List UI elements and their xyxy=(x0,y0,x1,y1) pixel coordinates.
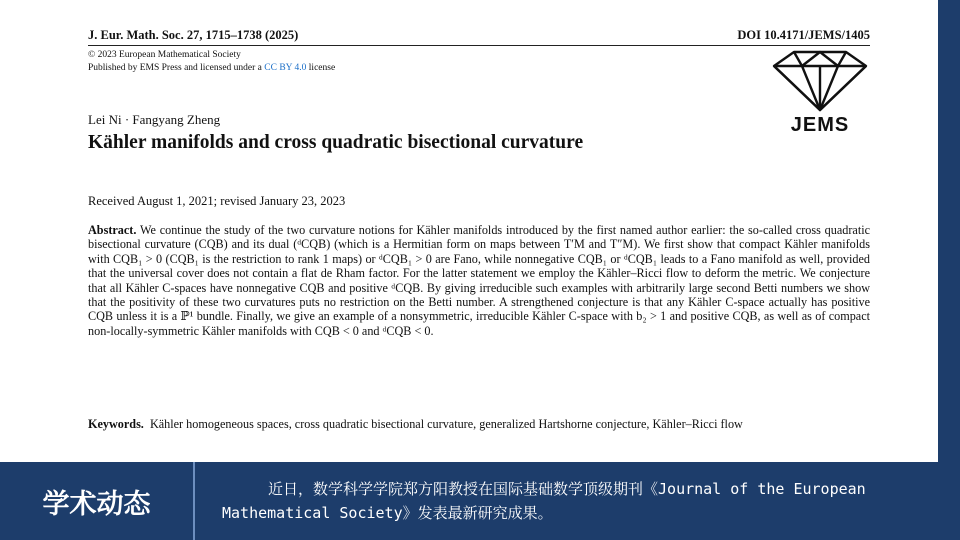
license-suffix: license xyxy=(306,63,336,73)
received-dates: Received August 1, 2021; revised January 23, 2023 xyxy=(88,194,346,208)
abstract-text: We continue the study of the two curvature notions for Kähler manifolds introduced by the first named author earlier: the so-called cross quadratic bisectional curvature (CQB) and its dual (ᵈCQB) (which is a Hermitian form on maps between T′M and T″M). We first show that compact Kähler manifolds with CQB₁ > 0 (CQB₁ is the restriction to rank 1 maps) or ᵈCQB₁ > 0 are Fano, while nonnegative CQB₁ or ᵈCQB₁ leads to a Fano manifold as well, provided that the universal cover does not contain a flat de Rham factor. For the latter statement we employ the Kähler–Ricci flow to deform the metric. We conjecture that all Kähler C-spaces have nonnegative CQB and positive ᵈCQB. By giving irreducible such examples with arbitrarily large second Betti numbers we show that the positivity of these two curvatures puts no restriction on the Betti number. A strengthened conjecture is that any Kähler C-space actually has positive CQB unless it is a ℙ¹ bundle. Finally, we give an example of a nonsymmetric, irreducible Kähler C-space with b₂ > 1 and positive CQB, as well as of compact non-locally-symmetric Kähler manifolds with CQB < 0 and ᵈCQB < 0. xyxy=(88,223,871,338)
paper-page xyxy=(88,28,870,460)
jems-logo xyxy=(770,50,870,140)
keywords-label: Keywords. xyxy=(88,417,144,431)
abstract xyxy=(88,223,870,338)
keywords-text: Kähler homogeneous spaces, cross quadratic bisectional curvature, generalized Hartshorne conjecture, Kähler–Ricci flow xyxy=(149,417,743,431)
doi-label: DOI 10.4171/JEMS/1405 xyxy=(737,28,870,42)
diamond-logo-icon xyxy=(770,50,870,112)
banner-text xyxy=(222,477,922,525)
right-accent-bar xyxy=(938,0,960,462)
license-link[interactable]: CC BY 4.0 xyxy=(264,63,307,73)
keywords xyxy=(88,417,870,431)
banner-label: 学术动态 xyxy=(42,488,151,520)
license-line xyxy=(88,63,335,73)
banner-text-content: 近日，数学科学学院郑方阳教授在国际基础数学顶级期刊《Journal of the European Mathematical Society》发表最新研究成果。 xyxy=(222,480,866,522)
authors: Lei Ni · Fangyang Zheng xyxy=(88,112,221,127)
journal-citation: J. Eur. Math. Soc. 27, 1715–1738 (2025) xyxy=(88,28,299,42)
paper-title: Kähler manifolds and cross quadratic bisectional curvature xyxy=(88,132,584,153)
logo-text: JEMS xyxy=(790,114,850,136)
banner-divider xyxy=(193,462,195,540)
abstract-label: Abstract. xyxy=(88,223,137,237)
header-rule xyxy=(88,45,870,46)
copyright-line: © 2023 European Mathematical Society xyxy=(88,50,241,60)
news-banner xyxy=(0,462,960,540)
license-prefix: Published by EMS Press and licensed under a xyxy=(88,63,265,73)
